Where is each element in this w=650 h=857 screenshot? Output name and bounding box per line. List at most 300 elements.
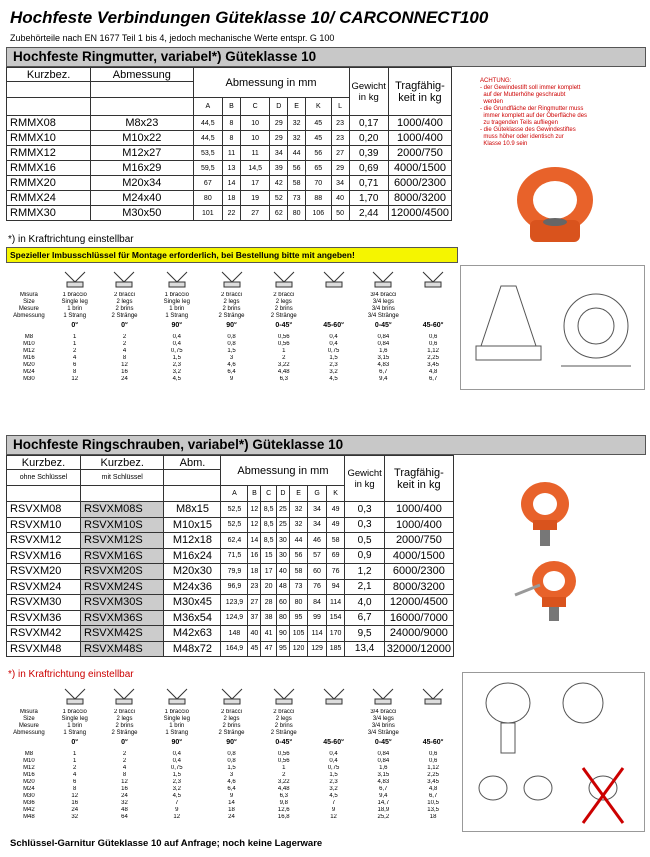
sling-header: [204, 292, 259, 322]
dim-letter: D: [270, 98, 288, 116]
sling-hdr-line: 3/4 Stränge: [367, 313, 399, 319]
table-cell: 18: [223, 191, 241, 206]
sling-angle: 45-60°: [422, 322, 444, 329]
sling-icon: [309, 685, 359, 709]
table-cell: 154: [326, 610, 345, 626]
table-cell: M16x29: [91, 161, 193, 176]
table-cell: RSVXM16: [7, 548, 81, 564]
sling-hdr-line: 1 braccio: [62, 292, 87, 298]
sling-hdr-line: 1 brin: [67, 306, 83, 312]
table-row: [7, 161, 452, 176]
sling-value: 0,8: [227, 341, 236, 347]
footnote-1: *) in Kraftrichtung einstellbar: [8, 234, 134, 245]
warning-line: zu tragenden Teils aufliegen: [480, 120, 558, 126]
sling-icon: [358, 685, 408, 709]
table-cell: 96,9: [221, 579, 248, 595]
sling-value: 3: [229, 355, 234, 361]
dim-letter: B: [223, 98, 241, 116]
sling-side-line: Mesure: [18, 306, 39, 312]
table-cell: 1000/400: [388, 116, 451, 131]
sling-side-line: Size: [23, 716, 35, 722]
sling-hdr-line: 2 legs: [116, 299, 133, 305]
table-cell: 52,5: [221, 502, 248, 518]
table-cell: 29: [270, 131, 288, 146]
table-cell: 65: [305, 161, 331, 176]
sling-value: 2: [122, 751, 127, 757]
sling-value: 16: [71, 800, 79, 806]
sling-value: 3,2: [172, 369, 181, 375]
sling-value: 4,8: [428, 369, 438, 375]
sling-value: 6,7: [379, 369, 388, 375]
table-row: [7, 517, 454, 533]
table-cell: 44,5: [193, 116, 223, 131]
sling-value: 12: [173, 814, 181, 820]
sling-hdr-line: 2 brins: [115, 306, 134, 312]
table-cell: M24x36: [164, 579, 221, 595]
table-cell: 56: [289, 548, 308, 564]
table-cell: 95: [276, 641, 289, 657]
table-cell: 8000/3200: [384, 579, 453, 595]
sling-value: M16: [23, 355, 35, 361]
sling-angle-spacer: [8, 739, 50, 751]
sling-value: 6: [73, 779, 77, 785]
footnote-2: *) in Kraftrichtung einstellbar: [8, 669, 134, 680]
sling-value: 16,8: [277, 814, 290, 820]
sling-header: [358, 292, 408, 322]
table-cell: RMMX16: [7, 161, 91, 176]
sling-value: M8: [24, 751, 34, 757]
table-cell: M30x50: [91, 206, 193, 221]
sling-hdr-line: Single leg: [163, 299, 190, 305]
sling-value: M48: [23, 814, 35, 820]
table-cell: 45: [248, 641, 261, 657]
table-cell: 12: [248, 502, 261, 518]
table-cell: 20: [261, 579, 277, 595]
table-cell: 88: [305, 191, 331, 206]
sling-value: 0,4: [172, 751, 181, 757]
sling-hdr-line: 2 Stränge: [270, 730, 297, 736]
sling-table-1: [8, 268, 458, 383]
col-tragfaehigkeit: Tragfähig- keit in kg: [388, 68, 451, 116]
table-cell: 34: [308, 517, 327, 533]
table-cell: 12: [248, 517, 261, 533]
table-cell: 62: [270, 206, 288, 221]
sling-value: 0,4: [172, 758, 181, 764]
sling-value: 6,4: [227, 786, 236, 792]
table-cell: 99: [308, 610, 327, 626]
table-cell: 13: [223, 161, 241, 176]
ring-screw-key-photo: [510, 555, 590, 630]
table-row: [7, 116, 452, 131]
sling-value: 0,56: [277, 341, 290, 347]
table-cell: 120: [289, 641, 308, 657]
sling-hdr-line: 2 bracci: [113, 292, 135, 298]
sling-header: [408, 292, 458, 322]
sling-value: 12: [121, 779, 128, 785]
sling-header: [8, 292, 50, 322]
table-cell: 57: [308, 548, 327, 564]
table-cell: 18: [248, 564, 261, 580]
sling-value: 4,5: [329, 793, 338, 799]
sling-value: 4: [73, 355, 77, 361]
sub-mit: mit Schlüssel: [81, 470, 164, 486]
sling-header: [100, 709, 150, 739]
table-cell: RSVXM12: [7, 533, 81, 549]
section1-title: Hochfeste Ringmutter, variabel*) Güteklasse 10: [6, 47, 646, 67]
table-cell: 44: [288, 146, 306, 161]
table-cell: 2,1: [345, 579, 384, 595]
table-cell: 12000/4500: [388, 206, 451, 221]
sling-value: 2,3: [329, 362, 338, 368]
table-cell: 0,5: [345, 533, 384, 549]
sling-value: 0,84: [377, 334, 390, 340]
sling-value: 1,5: [329, 355, 338, 361]
table-cell: RSVXM30: [7, 595, 81, 611]
table-cell: 6000/2300: [388, 176, 451, 191]
sling-angle: 45-60°: [422, 739, 444, 746]
dim-letter: L: [331, 98, 349, 116]
table-cell: 79,9: [221, 564, 248, 580]
table-row: [7, 641, 454, 657]
sling-value: 3,22: [277, 362, 290, 368]
sling-value: 3,22: [277, 779, 290, 785]
table-row: [7, 610, 454, 626]
sling-value: 1,6: [379, 765, 388, 771]
table-row: [7, 206, 452, 221]
table-cell: 8,5: [261, 517, 277, 533]
dim-letter: A: [193, 98, 223, 116]
sling-value: 1,5: [329, 772, 338, 778]
sling-value: 16: [121, 786, 128, 792]
sling-hdr-line: 2 legs: [116, 716, 133, 722]
table-cell: 16000/7000: [384, 610, 453, 626]
table-cell: 25: [276, 502, 289, 518]
sling-hdr-line: 2 legs: [223, 299, 240, 305]
table-cell: 6000/2300: [384, 564, 453, 580]
table-cell: 0,9: [345, 548, 384, 564]
col-kurzbez-1: Kurzbez.: [7, 456, 81, 470]
sling-value: 25,2: [377, 814, 390, 820]
table-cell: 32: [289, 502, 308, 518]
sling-hdr-line: 1 Strang: [165, 313, 189, 319]
table-cell: 105: [289, 626, 308, 642]
sling-value: 32: [71, 814, 79, 820]
sling-value: 12: [121, 362, 128, 368]
table-row: [7, 626, 454, 642]
sling-hdr-line: 2 legs: [223, 716, 240, 722]
table-cell: 14,5: [240, 161, 270, 176]
table-cell: 114: [308, 626, 327, 642]
table-cell: 148: [221, 626, 248, 642]
sling-icon: [204, 685, 259, 709]
table-row: [7, 579, 454, 595]
sling-icon: [50, 268, 100, 292]
table-row: [7, 131, 452, 146]
sling-value: 1: [73, 751, 77, 757]
page-subtitle: Zubehörteile nach EN 1677 Teil 1 bis 4, jedoch mechanische Werte entspr. G 100: [10, 33, 335, 43]
sling-hdr-line: 1 braccio: [164, 292, 189, 298]
table-cell: 62,4: [221, 533, 248, 549]
sling-value: 1: [73, 341, 77, 347]
sling-value: 0,56: [277, 334, 290, 340]
sling-hdr-line: 3/4 brins: [371, 723, 395, 729]
sling-angle: 90°: [226, 322, 237, 329]
table-cell: 14: [248, 533, 261, 549]
warning-line: ACHTUNG:: [480, 78, 512, 84]
sling-icon: [149, 685, 204, 709]
table-cell: 52: [270, 191, 288, 206]
sling-value: 4,6: [227, 779, 236, 785]
table-cell: 95: [289, 610, 308, 626]
sling-value: 4,5: [172, 376, 181, 382]
table-cell: 2000/750: [388, 146, 451, 161]
table-cell: 16: [248, 548, 261, 564]
sling-hdr-line: 1 brin: [169, 723, 185, 729]
ringschrauben-table: [6, 455, 454, 657]
sling-angle: 0°: [121, 322, 128, 329]
table-cell: 6,7: [345, 610, 384, 626]
table-cell: 106: [305, 206, 331, 221]
sling-hdr-line: 1 braccio: [62, 709, 87, 715]
sling-value: 2,25: [427, 355, 439, 361]
col-abmessung: Abmessung: [91, 68, 193, 82]
warning-line: Klasse 10.9 sein: [480, 141, 528, 147]
sling-icon: [204, 268, 259, 292]
table-cell: 60: [276, 595, 289, 611]
sling-value: 9: [175, 807, 179, 813]
table-cell: 11: [223, 146, 241, 161]
sling-side-line: Abmessung: [13, 313, 45, 319]
table-cell: 17: [261, 564, 277, 580]
sling-value: 64: [121, 814, 128, 820]
sling-value: 3,15: [377, 772, 390, 778]
sling-header: [358, 709, 408, 739]
table-cell: M20x34: [91, 176, 193, 191]
table-cell: 47: [261, 641, 277, 657]
sling-hdr-line: 1 Strang: [63, 730, 87, 736]
sling-value: 8: [122, 355, 127, 361]
sling-icon: [309, 268, 359, 292]
sling-header: [50, 292, 100, 322]
sling-hdr-line: 2 Stränge: [218, 730, 245, 736]
col-kurzbez-2: Kurzbez.: [81, 456, 164, 470]
sling-hdr-line: 2 brins: [274, 723, 293, 729]
table-cell: 38: [261, 610, 277, 626]
sling-value: 2,3: [329, 779, 338, 785]
table-cell: RSVXM16S: [81, 548, 164, 564]
table-cell: RMMX20: [7, 176, 91, 191]
table-cell: RSVXM48: [7, 641, 81, 657]
dim-letter: K: [326, 486, 345, 502]
sling-value: 1,5: [172, 772, 181, 778]
sling-angle: 0°: [121, 739, 128, 746]
table-cell: 8000/3200: [388, 191, 451, 206]
sling-value: 0,6: [428, 751, 438, 757]
sling-value: 14: [228, 800, 235, 806]
sling-angle: 0°: [71, 739, 79, 746]
ring-nut-drawing: [460, 265, 645, 390]
sling-value: 3,2: [172, 786, 181, 792]
warning-line: auf der Mutterhöhe geschraubt: [480, 92, 566, 98]
sling-header: [309, 709, 359, 739]
sling-hdr-line: 2 Stränge: [111, 730, 138, 736]
dim-letter: C: [240, 98, 270, 116]
table-cell: 90: [276, 626, 289, 642]
table-cell: 0,17: [349, 116, 388, 131]
sling-value: 9,4: [379, 376, 388, 382]
table-cell: RSVXM36: [7, 610, 81, 626]
sling-value: 12: [71, 793, 79, 799]
table-cell: 2000/750: [384, 533, 453, 549]
table-cell: 34: [331, 176, 349, 191]
dim-letter: E: [288, 98, 306, 116]
table-cell: 1000/400: [384, 517, 453, 533]
table-cell: 0,3: [345, 517, 384, 533]
dim-letter: G: [308, 486, 327, 502]
sling-value: 4: [122, 765, 127, 771]
table-cell: 40: [276, 564, 289, 580]
sling-value: 2: [282, 772, 286, 778]
table-cell: 14: [223, 176, 241, 191]
sling-value: 16: [121, 369, 128, 375]
sling-value: 4,8: [428, 786, 438, 792]
sling-value: 24: [228, 814, 235, 820]
table-cell: RSVXM10: [7, 517, 81, 533]
table-cell: 1,2: [345, 564, 384, 580]
sling-value: 1,5: [172, 355, 181, 361]
sling-hdr-line: 2 Stränge: [270, 313, 297, 319]
table-cell: 10: [240, 116, 270, 131]
col-gewicht: Gewicht in kg: [345, 456, 384, 502]
sling-hdr-line: 1 Strang: [63, 313, 87, 319]
table-cell: 123,9: [221, 595, 248, 611]
sling-hdr-line: Single leg: [61, 299, 88, 305]
table-cell: 30: [276, 548, 289, 564]
section2-title: Hochfeste Ringschrauben, variabel*) Güteklasse 10: [6, 435, 646, 455]
sling-value: 4,48: [277, 786, 290, 792]
sling-value: 2,3: [172, 779, 181, 785]
table-row: [7, 548, 454, 564]
sling-value: 1: [282, 765, 286, 771]
table-cell: RSVXM20: [7, 564, 81, 580]
table-cell: RMMX08: [7, 116, 91, 131]
table-cell: 0,20: [349, 131, 388, 146]
table-cell: M10x22: [91, 131, 193, 146]
sling-value: 12: [71, 376, 79, 382]
table-cell: 70: [305, 176, 331, 191]
table-cell: 0,3: [345, 502, 384, 518]
table-cell: 84: [308, 595, 327, 611]
sling-value: M24: [23, 369, 35, 375]
table-cell: M8x23: [91, 116, 193, 131]
sling-value: M36: [23, 800, 35, 806]
sling-value: 1: [73, 758, 77, 764]
dim-letter: E: [289, 486, 308, 502]
sling-angle: 0-45°: [275, 739, 293, 746]
sling-header: [309, 292, 359, 322]
sling-value: M10: [23, 758, 35, 764]
table-row: [7, 176, 452, 191]
sling-icon: [100, 685, 150, 709]
sling-value: 6,4: [227, 369, 236, 375]
sling-value: 24: [71, 807, 79, 813]
table-cell: 164,9: [221, 641, 248, 657]
sling-value: 9,4: [379, 793, 388, 799]
sling-value: M20: [23, 779, 35, 785]
table-cell: 58: [288, 176, 306, 191]
table-cell: 4,0: [345, 595, 384, 611]
sling-value: 1,12: [427, 765, 439, 771]
sling-angle: 0-45°: [374, 739, 392, 746]
sling-value: 3,15: [377, 355, 390, 361]
sling-value: 4: [122, 348, 127, 354]
table-cell: 41: [261, 626, 277, 642]
table-cell: 1000/400: [388, 131, 451, 146]
col-kurzbez: Kurzbez.: [7, 68, 91, 82]
sling-value: 9: [229, 793, 234, 799]
table-cell: 58: [326, 533, 345, 549]
sling-value: 4,83: [377, 779, 390, 785]
table-cell: 23: [331, 131, 349, 146]
sling-hdr-line: 2 legs: [275, 299, 292, 305]
table-cell: 34: [270, 146, 288, 161]
sling-icon: [358, 268, 408, 292]
table-cell: 73: [289, 579, 308, 595]
table-cell: RSVXM08S: [81, 502, 164, 518]
table-cell: 124,9: [221, 610, 248, 626]
sling-value: 4,48: [277, 369, 290, 375]
table-cell: 46: [308, 533, 327, 549]
sling-value: 0,56: [277, 751, 290, 757]
sling-angle: 45-60°: [323, 739, 344, 746]
table-cell: 71,5: [221, 548, 248, 564]
sling-value: 8: [73, 786, 77, 792]
sling-value: 2: [73, 765, 77, 771]
sling-side-line: Mesure: [18, 723, 39, 729]
table-cell: 52,5: [221, 517, 248, 533]
table-cell: 76: [326, 564, 345, 580]
table-cell: 69: [326, 548, 345, 564]
sling-value: 0,56: [277, 758, 290, 764]
table-cell: 27: [331, 146, 349, 161]
sling-header: [408, 709, 458, 739]
col-gewicht: Gewicht in kg: [349, 68, 388, 116]
sling-value: M42: [23, 807, 35, 813]
table-cell: 24000/9000: [384, 626, 453, 642]
warning-line: - der Gewindestift soll immer komplett: [480, 85, 581, 91]
ring-nut-photo: [505, 165, 605, 255]
warning-line: - die Güteklasse des Gewindestiftes: [480, 127, 576, 133]
table-cell: 48: [276, 579, 289, 595]
sling-value: 1: [282, 348, 286, 354]
table-cell: 1,70: [349, 191, 388, 206]
table-cell: 0,71: [349, 176, 388, 191]
sling-value: 0,8: [227, 334, 236, 340]
sling-value: 1,5: [227, 348, 236, 354]
sling-hdr-line: 2 bracci: [220, 292, 242, 298]
sling-angle: 45-60°: [323, 322, 344, 329]
sling-header: [50, 709, 100, 739]
sling-value: 6,3: [279, 376, 288, 382]
ring-screw-drawing: [462, 672, 645, 832]
sling-value: 6,7: [379, 786, 388, 792]
table-cell: 40: [248, 626, 261, 642]
table-cell: RSVXM30S: [81, 595, 164, 611]
sling-value: 4,5: [172, 793, 181, 799]
sling-value: 2: [122, 334, 127, 340]
sling-value: 2: [122, 758, 127, 764]
sling-hdr-line: 2 bracci: [273, 292, 295, 298]
